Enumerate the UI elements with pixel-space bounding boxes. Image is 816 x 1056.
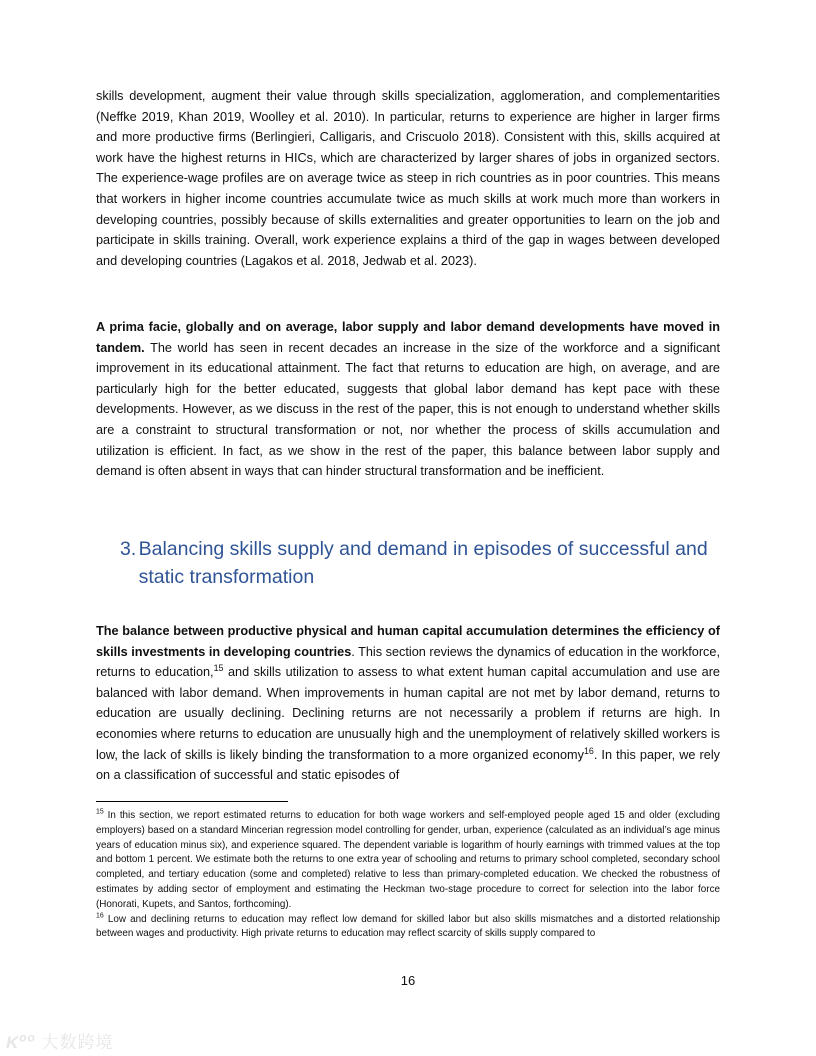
footnote-text: Low and declining returns to education may reflect low demand for skilled labor but also skills mismatches and a distorted relationship between wages and productivity. High private returns to education may reflect scarcity of skills supply compared to — [96, 913, 720, 940]
paragraph-text: . In this paper, we rely on a classification of successful and static episodes of — [96, 747, 720, 783]
section-heading — [120, 535, 720, 591]
paragraph-text: skills development, augment their value through skills specialization, agglomeration, and complementarities (Neffke 2019, Khan 2019, Woolley et al. 2010). In particular, returns to experience are higher in larger firms and more productive firms (Berlingieri, Calligaris, and Criscuolo 2018). Consistent with this, skills acquired at work have the highest returns in HICs, which are characterized by larger shares of jobs in organized sectors. The experience-wage profiles are on average twice as steep in rich countries as in poor countries. This means that workers in higher income countries accumulate twice as much skills at work much more than workers in developing countries, possibly because of skills externalities and greater opportunities to learn on the job and participate in skills training. Overall, work experience explains a third of the gap in wages between developed and developing countries (Lagakos et al. 2018, Jedwab et al. 2023). — [96, 89, 720, 268]
section-number: 3. — [120, 538, 137, 560]
watermark-text: 大数跨境 — [41, 1033, 114, 1052]
page-number: 16 — [400, 973, 416, 988]
footnote-ref-15[interactable]: 15 — [213, 662, 224, 673]
footnote-ref-16[interactable]: 16 — [583, 745, 594, 756]
paragraph-lead: A prima facie, globally and on average, labor supply and labor demand developments have moved in tandem. — [96, 320, 720, 355]
footnote-number: 15 — [96, 808, 104, 816]
paragraph-skills-development — [96, 86, 720, 271]
section-title: Balancing skills supply and demand in episodes of successful and static transformation — [138, 538, 708, 588]
watermark-logo: $K^{oo}$ 大数跨境 — [6, 1030, 114, 1052]
footnote-separator — [96, 801, 288, 802]
paragraph-text: The world has seen in recent decades an increase in the size of the workforce and a significant improvement in its educational attainment. The fact that returns to education are high, on average, and are particularly high for the better educated, suggests that global labor demand has kept pace with these developments. However, as we discuss in the rest of the paper, this is not enough to understand whether skills are a constraint to structural transformation or not, nor whether the process of skills accumulation and utilization is efficient. In fact, as we show in the rest of the paper, this balance between labor supply and demand is often absent in ways that can hinder structural transformation and be inefficient. — [96, 340, 720, 479]
footnote-15 — [96, 809, 720, 942]
paragraph-text: and skills utilization to assess to what extent human capital accumulation and use are balanced with labor demand. When improvements in human capital are not met by labor demand, returns to education are usually declining. Declining returns are not necessarily a problem if returns are high. In economies where returns to education are unusually high and the unemployment of relatively skilled workers is low, the lack of skills is likely binding the transformation to a more organized economy — [96, 665, 720, 762]
footnote-number: 16 — [96, 912, 104, 920]
footnote-text: In this section, we report estimated returns to education for both wage workers and self-employed people aged 15 and older (excluding employers) based on a standard Mincerian regression model controlling for gender, urban, experience (calculated as an individual’s age minus years of education minus six), and experience squared. The dependent variable is logarithm of hourly earnings with trimmed values at the top and bottom 1 percent. We estimate both the returns to one extra year of schooling and returns to primary school completed, secondary school completed, and tertiary education (some and completed) relative to less than primary-completed education. We checked the robustness of estimates by adding sector of employment and estimating the Heckman two-stage procedure to correct for selection into the labor force (Honorati, Kupets, and Santos, forthcoming). — [96, 810, 720, 910]
paragraph-lead: The balance between productive physical and human capital accumulation determines the efficiency of skills investments in developing countries — [96, 624, 720, 659]
paragraph-text: . This section reviews the dynamics of education in the workforce, returns to education, — [96, 644, 720, 680]
paragraph-labor-supply-demand — [96, 317, 720, 482]
paragraph-balance — [96, 621, 720, 786]
